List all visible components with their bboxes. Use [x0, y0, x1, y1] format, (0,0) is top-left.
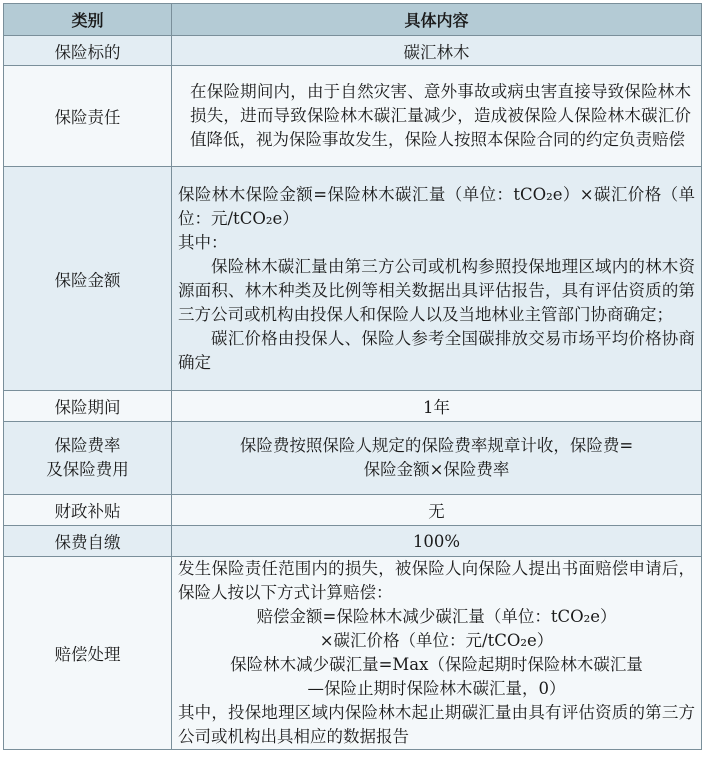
header-category: 类别 [4, 4, 172, 36]
amount-para-carbon-price: 碳汇价格由投保人、保险人参考全国碳排放交易市场平均价格协商确定 [178, 328, 695, 372]
table-row-subsidy [4, 495, 702, 526]
premium-label-line1: 保险费率 [54, 436, 121, 455]
row-label-liability: 保险责任 [4, 66, 172, 167]
row-label-premium [4, 422, 172, 495]
compensation-note: 其中，投保地理区域内保险林木起止期碳汇量由具有评估资质的第三方公司或机构出具相应的数据报告 [178, 703, 695, 746]
insurance-table-container [3, 3, 701, 750]
amount-formula: 保险林木保险金额=保险林木碳汇量（单位：tCO₂e）×碳汇价格（单位：元/tCO₂e） [178, 184, 695, 228]
row-content-compensation [172, 557, 702, 750]
table-row-amount [4, 167, 702, 391]
table-row-self-pay [4, 526, 702, 557]
table-row-premium [4, 422, 702, 495]
row-content-premium [172, 422, 702, 495]
row-label-subsidy: 财政补贴 [4, 495, 172, 526]
header-content: 具体内容 [172, 4, 702, 36]
row-label-period: 保险期间 [4, 391, 172, 422]
table-header-row [4, 4, 702, 36]
row-content-period: 1年 [172, 391, 702, 422]
compensation-intro: 发生保险责任范围内的损失，被保险人向保险人提出书面赔偿申请后，保险人按以下方式计算赔偿： [178, 559, 695, 602]
premium-label-line2: 及保险费用 [46, 460, 129, 479]
row-content-liability [172, 66, 702, 167]
row-label-compensation: 赔偿处理 [4, 557, 172, 750]
row-content-subsidy: 无 [172, 495, 702, 526]
compensation-formula2-line2: —保险止期时保险林木碳汇量，0） [307, 679, 566, 698]
row-label-subject: 保险标的 [4, 36, 172, 66]
compensation-formula1-line2: ×碳汇价格（单位：元/tCO₂e） [319, 631, 554, 650]
table-row-liability [4, 66, 702, 167]
premium-line2: 保险金额×保险费率 [363, 460, 510, 479]
table-row-period [4, 391, 702, 422]
insurance-terms-table [3, 3, 702, 750]
liability-text: 在保险期间内，由于自然灾害、意外事故或病虫害直接导致保险林木损失，进而导致保险林木碳汇量减少，造成被保险人保险林木碳汇价值降低，视为保险事故发生，保险人按照本保险合同的约定负责赔偿 [190, 82, 691, 149]
row-label-self-pay: 保费自缴 [4, 526, 172, 557]
compensation-formula2-line1: 保险林木减少碳汇量=Max（保险起期时保险林木碳汇量 [230, 655, 643, 674]
premium-line1: 保险费按照保险人规定的保险费率规章计收，保险费= [239, 436, 634, 455]
amount-para-carbon-volume: 保险林木碳汇量由第三方公司或机构参照投保地理区域内的林木资源面积、林木种类及比例等相关数据出具评估报告，具有评估资质的第三方公司或机构由投保人和保险人以及当地林业主管部门协商确定； [178, 256, 695, 324]
amount-among: 其中： [178, 232, 228, 252]
table-row-compensation [4, 557, 702, 750]
row-content-amount [172, 167, 702, 391]
row-content-self-pay: 100% [172, 526, 702, 557]
compensation-formula1-line1: 赔偿金额=保险林木减少碳汇量（单位：tCO₂e） [256, 607, 617, 626]
table-row-subject [4, 36, 702, 66]
row-content-subject: 碳汇林木 [172, 36, 702, 66]
row-label-amount: 保险金额 [4, 167, 172, 391]
